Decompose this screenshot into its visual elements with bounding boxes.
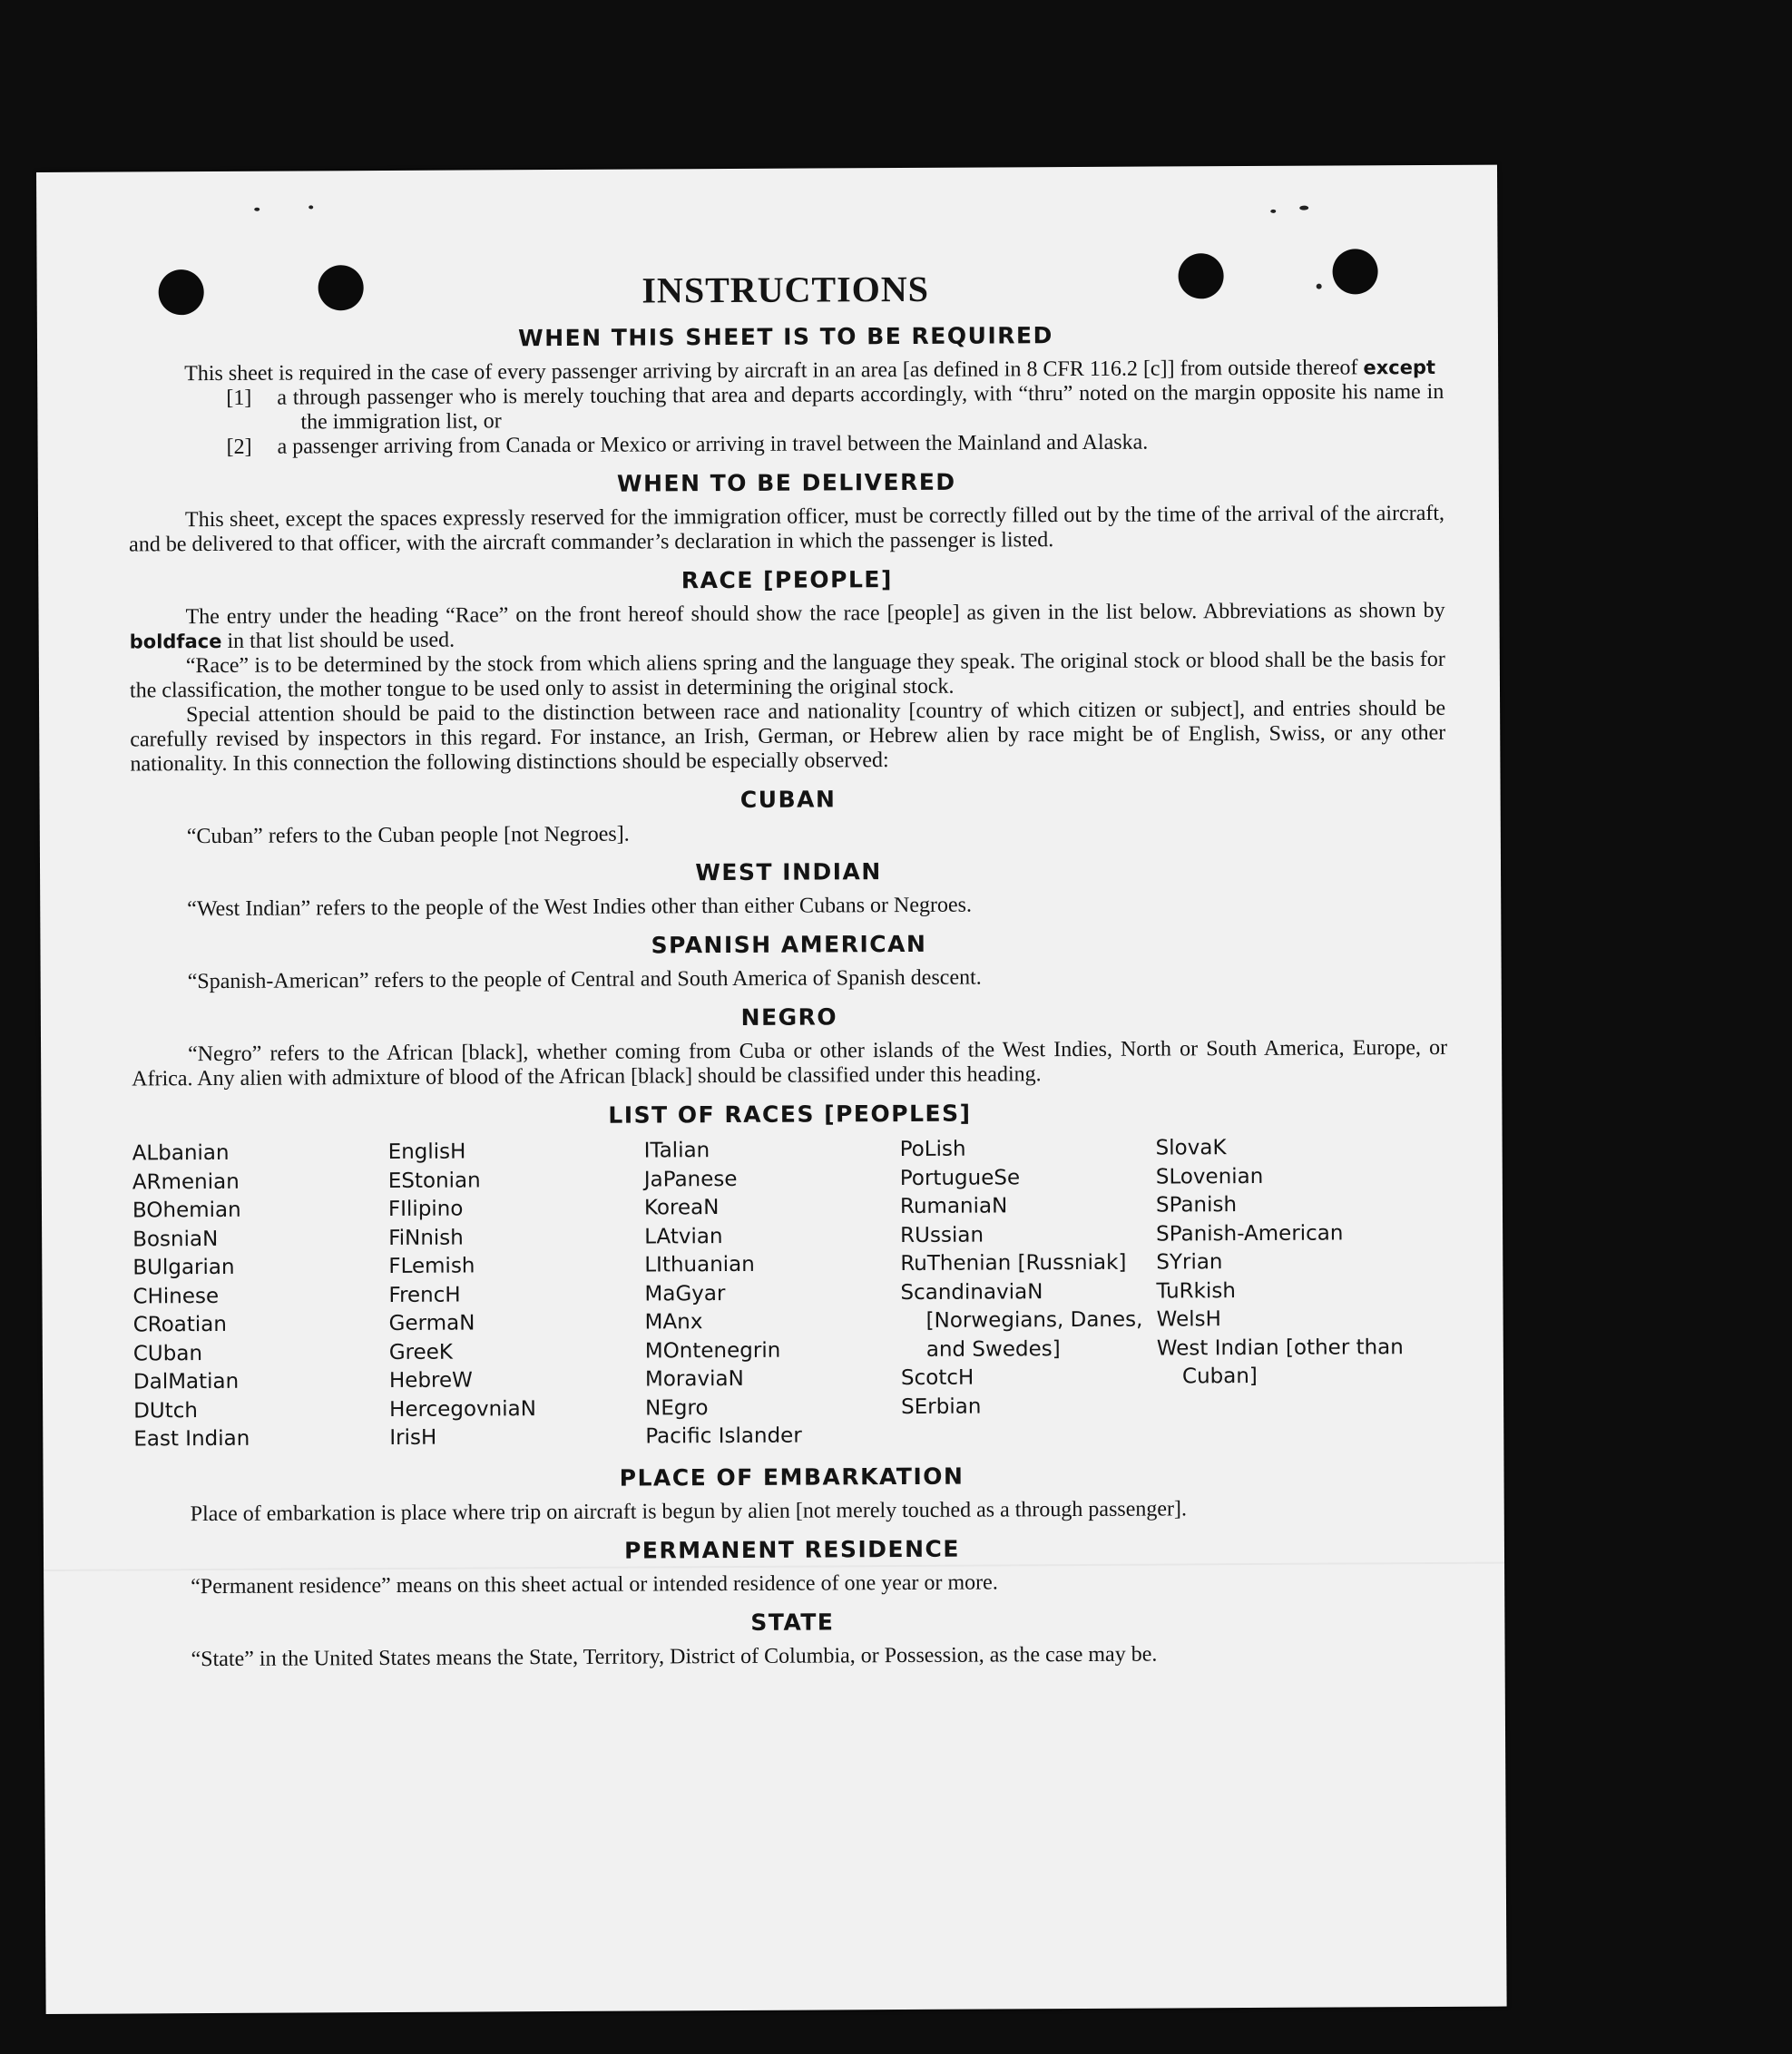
speck bbox=[1299, 206, 1308, 210]
race-item: MOntenegrin bbox=[644, 1338, 781, 1364]
race-item: MaGyar bbox=[644, 1281, 726, 1306]
paragraph-permanent-residence: “Permanent residence” means on this sheet actual or intended residence of one year or more. bbox=[191, 1570, 998, 1599]
speck bbox=[1270, 210, 1276, 213]
races-column bbox=[644, 1136, 902, 1452]
race-item: East Indian bbox=[133, 1426, 250, 1452]
document-page bbox=[36, 165, 1507, 2014]
document-body bbox=[128, 265, 1451, 1672]
race-item: MAnx bbox=[644, 1310, 703, 1335]
exception-item: [2] a passenger arriving from Canada or Mexico or arriving in travel between the Mainland and Alaska. bbox=[226, 430, 1149, 459]
heading-race: RACE [PEOPLE] bbox=[681, 566, 893, 594]
heading-when-delivered: WHEN TO BE DELIVERED bbox=[616, 468, 956, 497]
speck bbox=[254, 208, 259, 211]
paragraph-west-indian: “West Indian” refers to the people of the West Indies other than either Cubans or Negroes. bbox=[187, 893, 973, 922]
race-item: SPanish bbox=[1155, 1193, 1238, 1218]
paragraph-negro: “Negro” refers to the African [black], whether coming from Cuba or other islands of the West Indies, North or South America, Europe, or Africa. Any alien with admixture of blood of the African [black] should be classified under this heading. bbox=[132, 1035, 1448, 1091]
race-item: JaPanese bbox=[643, 1167, 738, 1192]
race-item: SLovenian bbox=[1155, 1164, 1264, 1189]
race-item: RUssian bbox=[900, 1223, 984, 1247]
race-item: TuRkish bbox=[1156, 1278, 1236, 1304]
heading-west-indian: WEST INDIAN bbox=[695, 858, 882, 886]
races-column bbox=[388, 1138, 646, 1453]
paragraph-race-1: The entry under the heading “Race” on the front hereof should show the race [people] as given in the list below. Abbreviations as shown by boldface in that list should be used. bbox=[129, 598, 1445, 653]
race-item: SYrian bbox=[1156, 1250, 1223, 1275]
race-item: SlovaK bbox=[1155, 1136, 1227, 1160]
race-item: West Indian [other than Cuban] bbox=[1156, 1335, 1404, 1389]
race-item: ScandinaviaN [Norwegians, Danes, and Swedes] bbox=[900, 1279, 1143, 1362]
race-item: HebreW bbox=[388, 1368, 473, 1393]
race-item: HercegovniaN bbox=[389, 1396, 536, 1422]
race-item: ALbanian bbox=[132, 1140, 230, 1166]
race-item: ARmenian bbox=[132, 1169, 240, 1194]
race-item: CRoatian bbox=[132, 1312, 227, 1337]
race-item: Pacific Islander bbox=[645, 1423, 802, 1449]
heading-spanish-american: SPANISH AMERICAN bbox=[651, 930, 927, 959]
race-item: GermaN bbox=[388, 1311, 475, 1335]
paragraph-state: “State” in the United States means the State, Territory, District of Columbia, or Possession, as the case may be. bbox=[191, 1642, 1158, 1671]
race-item: IrisH bbox=[389, 1425, 437, 1450]
race-item: ScotcH bbox=[900, 1365, 974, 1391]
heading-list-of-races: LIST OF RACES [PEOPLES] bbox=[608, 1100, 972, 1129]
race-item: FrencH bbox=[388, 1283, 461, 1307]
exception-item: [1] a through passenger who is merely touching that area and departs accordingly, with “thru” noted on the margin opposite his name in the immigration list, or bbox=[226, 379, 1444, 435]
race-item: LAtvian bbox=[644, 1224, 723, 1249]
paragraph-spanish-american: “Spanish-American” refers to the people of Central and South America of Spanish descent. bbox=[187, 965, 982, 994]
races-column bbox=[1156, 1133, 1414, 1449]
race-item: FIlipino bbox=[387, 1197, 464, 1221]
race-item: DUtch bbox=[133, 1398, 199, 1423]
race-item: ITalian bbox=[643, 1139, 710, 1163]
race-item: FLemish bbox=[388, 1254, 475, 1278]
race-item: BOhemian bbox=[132, 1198, 241, 1223]
race-item: BosniaN bbox=[132, 1227, 219, 1251]
heading-state: STATE bbox=[750, 1608, 835, 1636]
heading-embarkation: PLACE OF EMBARKATION bbox=[619, 1462, 965, 1492]
race-item: RuThenian [Russniak] bbox=[900, 1250, 1127, 1276]
paragraph-when-delivered: This sheet, except the spaces expressly reserved for the immigration officer, must be correctly filled out by the time of the arrival of the aircraft, and be delivered to that officer, with the aircraft commander’s declaration in which the passenger is listed. bbox=[129, 501, 1445, 557]
race-item: CUban bbox=[132, 1341, 203, 1365]
exception-list bbox=[226, 380, 1444, 460]
race-item: PortugueSe bbox=[899, 1165, 1021, 1190]
paragraph-race-2: “Race” is to be determined by the stock from which aliens spring and the language they speak. The original stock or blood shall be the basis for the classification, the mother tongue to be used only to assist in determining the original stock. bbox=[129, 647, 1445, 703]
race-item: KoreaN bbox=[643, 1196, 720, 1220]
race-item: GreeK bbox=[388, 1340, 454, 1364]
heading-negro: NEGRO bbox=[740, 1003, 838, 1031]
race-item: PoLish bbox=[899, 1137, 966, 1162]
heading-permanent-residence: PERMANENT RESIDENCE bbox=[623, 1535, 960, 1564]
race-item: FiNnish bbox=[388, 1226, 464, 1250]
race-item: NEgro bbox=[645, 1395, 709, 1421]
races-column bbox=[900, 1135, 1158, 1451]
paragraph-when-required: This sheet is required in the case of every passenger arriving by aircraft in an area [as defined in 8 CFR 116.2 [c]] from outside thereof except bbox=[184, 356, 1436, 386]
race-item: EStonian bbox=[387, 1168, 481, 1193]
paragraph-cuban: “Cuban” refers to the Cuban people [not Negroes]. bbox=[186, 822, 630, 849]
races-list bbox=[132, 1133, 1450, 1454]
paragraph-race-3: Special attention should be paid to the distinction between race and nationality [country of which citizen or subject], and entries should be carefully revised by inspectors in this regard. For instance, an Irish, German, or Hebrew alien by race might be of English, Swiss, or any other nationality. In this connection the following distinctions should be especially observed: bbox=[130, 696, 1446, 777]
paragraph-embarkation: Place of embarkation is place where trip on aircraft is begun by alien [not merely touched as a through passenger]. bbox=[190, 1496, 1188, 1526]
race-item: DalMatian bbox=[132, 1369, 240, 1394]
race-item: SErbian bbox=[901, 1394, 982, 1419]
race-item: WelsH bbox=[1156, 1307, 1221, 1332]
race-item: SPanish-American bbox=[1156, 1220, 1344, 1247]
race-item: RumaniaN bbox=[899, 1194, 1008, 1219]
race-item: MoraviaN bbox=[644, 1366, 744, 1392]
speck bbox=[308, 205, 313, 209]
heading-when-required: WHEN THIS SHEET IS TO BE REQUIRED bbox=[518, 322, 1053, 352]
races-column bbox=[132, 1139, 390, 1454]
document-title: INSTRUCTIONS bbox=[641, 268, 930, 311]
race-item: CHinese bbox=[132, 1284, 220, 1308]
race-item: BUlgarian bbox=[132, 1255, 235, 1280]
race-item: EnglisH bbox=[387, 1139, 466, 1164]
heading-cuban: CUBAN bbox=[739, 786, 837, 813]
race-item: LIthuanian bbox=[644, 1252, 755, 1277]
